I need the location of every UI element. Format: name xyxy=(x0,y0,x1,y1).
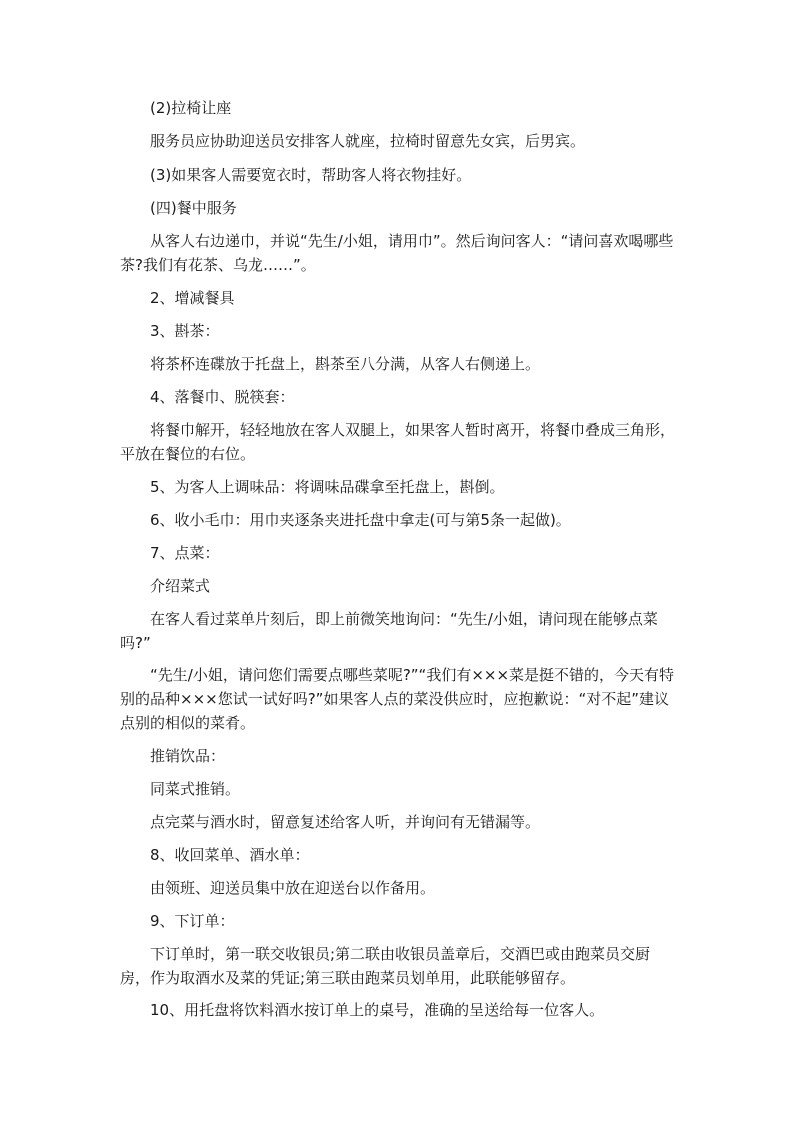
paragraph: 介绍菜式 xyxy=(150,577,211,595)
paragraph: 由领班、迎送员集中放在迎送台以作备用。 xyxy=(150,879,436,897)
heading-pull-chair: (2)拉椅让座 xyxy=(150,99,232,117)
list-item: 3、斟茶： xyxy=(150,322,220,340)
paragraph: 服务员应协助迎送员安排客人就座，拉椅时留意先女宾，后男宾。 xyxy=(150,132,586,150)
paragraph: 在客人看过菜单片刻后，即上前微笑地询问：“先生/小姐，请问现在能够点菜吗?” xyxy=(120,610,658,652)
section-heading: (四)餐中服务 xyxy=(150,199,237,217)
paragraph: (3)如果客人需要宽衣时，帮助客人将衣物挂好。 xyxy=(150,166,472,184)
list-item: 5、为客人上调味品：将调味品碟拿至托盘上，斟倒。 xyxy=(150,478,505,496)
paragraph: 点完菜与酒水时，留意复述给客人听，并询问有无错漏等。 xyxy=(150,813,541,831)
list-item: 9、下订单： xyxy=(150,912,235,930)
paragraph: 从客人右边递巾，并说“先生/小姐，请用巾”。然后询问客人：“请问喜欢喝哪些茶?我们有花茶、乌龙……”。 xyxy=(120,232,674,274)
list-item: 4、落餐巾、脱筷套： xyxy=(150,388,295,406)
paragraph: 将餐巾解开，轻轻地放在客人双腿上，如果客人暂时离开，将餐巾叠成三角形，平放在餐位的右位。 xyxy=(120,421,676,463)
list-item: 推销饮品： xyxy=(150,747,226,765)
paragraph: 下订单时，第一联交收银员;第二联由收银员盖章后，交酒巴或由跑菜员交厨房，作为取酒水及菜的凭证;第三联由跑菜员划单用，此联能够留存。 xyxy=(120,945,651,987)
list-item: 2、增减餐具 xyxy=(150,289,235,307)
paragraph: “先生/小姐，请问您们需要点哪些菜呢?”“我们有×××菜是挺不错的，今天有特别的品种×××您试一试好吗?”如果客人点的菜没供应时，应抱歉说：“对不起”建议点别的相似的菜肴。 xyxy=(120,666,675,732)
list-item: 6、收小毛巾：用巾夹逐条夹进托盘中拿走(可与第5条一起做)。 xyxy=(150,511,571,529)
list-item: 7、点菜： xyxy=(150,544,220,562)
paragraph: 将茶杯连碟放于托盘上，斟茶至八分满，从客人右侧递上。 xyxy=(150,355,541,373)
list-item: 8、收回菜单、酒水单： xyxy=(150,846,310,864)
list-item: 10、用托盘将饮料酒水按订单上的桌号，准确的呈送给每一位客人。 xyxy=(150,1001,605,1019)
paragraph: 同菜式推销。 xyxy=(150,780,241,798)
